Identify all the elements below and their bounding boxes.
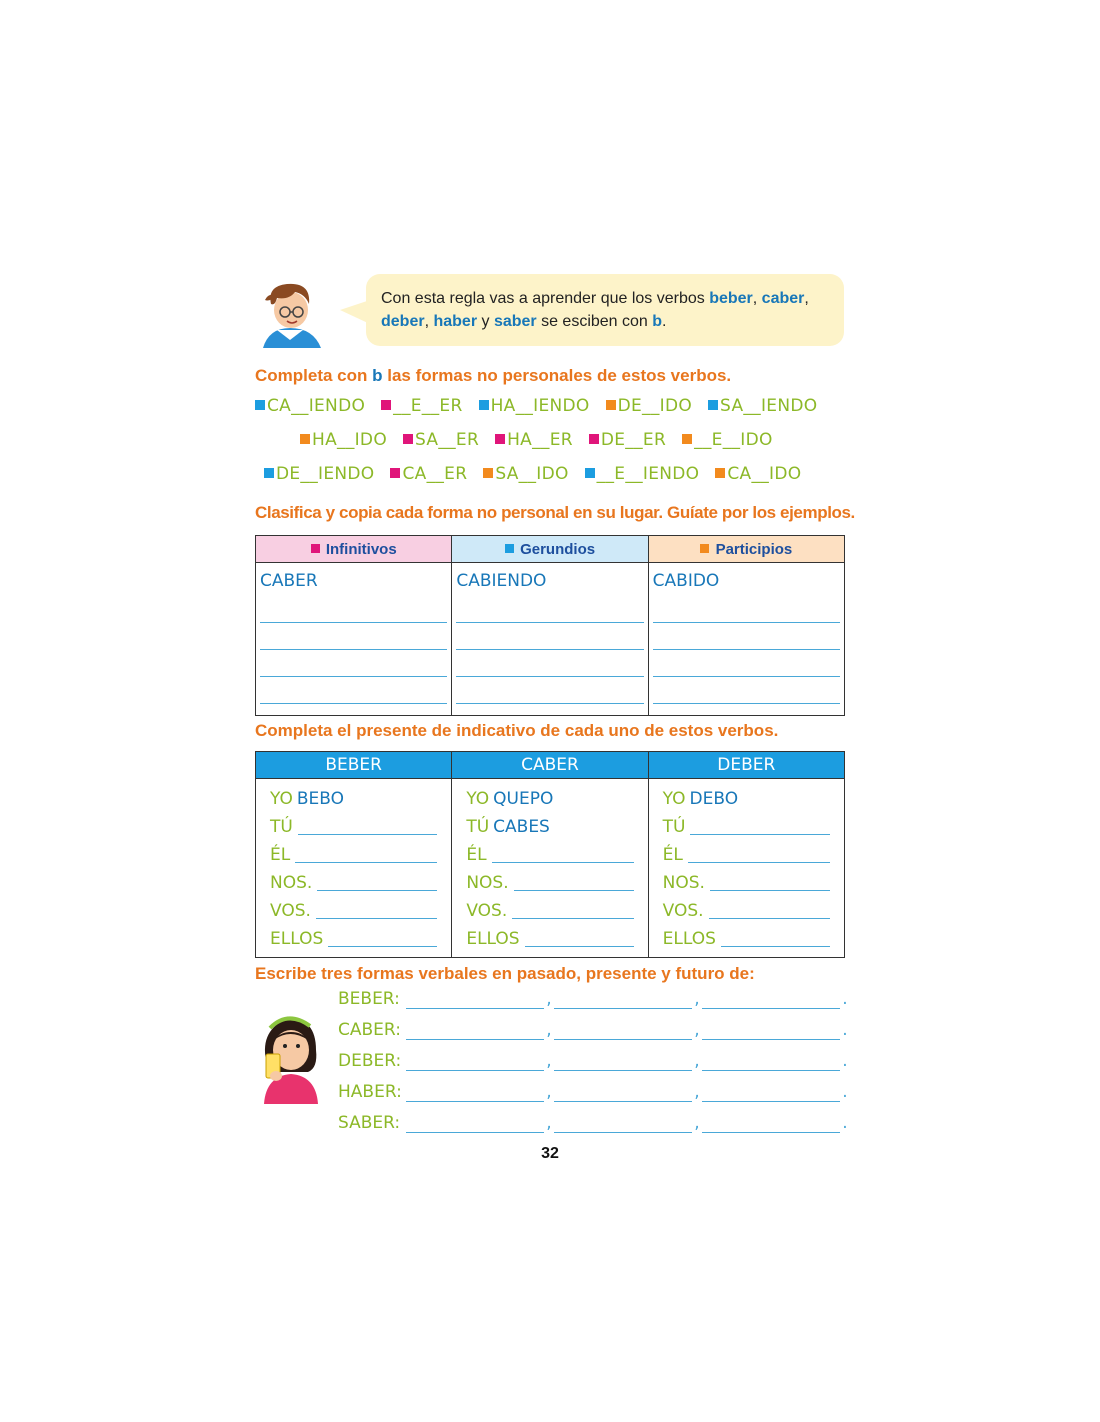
verb-tense-row: [338, 1019, 850, 1040]
answer-line[interactable]: [554, 988, 692, 1009]
answer-line[interactable]: [554, 1019, 692, 1040]
category-square-icon: [589, 434, 599, 444]
header-infinitivos: Infinitivos: [256, 536, 452, 563]
category-square-icon: [606, 400, 616, 410]
answer-line[interactable]: [456, 623, 643, 650]
comma: ,: [694, 1113, 700, 1133]
pronoun: YO: [466, 789, 490, 809]
conjugation-row[interactable]: [466, 925, 633, 953]
exercise1-instruction: Completa con b las formas no personales de estos verbos.: [255, 366, 732, 385]
pronoun: NOS.: [466, 873, 509, 893]
answer-line[interactable]: [554, 1050, 692, 1071]
conjugation-row[interactable]: [663, 841, 830, 869]
column-gerundios: [452, 563, 648, 716]
fill-in-word[interactable]: [708, 396, 817, 416]
verb-label: CABER:: [338, 1020, 401, 1040]
comma: ,: [546, 1020, 552, 1040]
pronoun: TÚ: [466, 817, 490, 837]
answer-line[interactable]: [653, 623, 840, 650]
fill-in-word[interactable]: [264, 464, 374, 484]
category-square-icon: [483, 468, 493, 478]
conjugation-column-deber: [648, 779, 844, 958]
fill-in-word[interactable]: [589, 430, 666, 450]
answer-line[interactable]: [260, 677, 447, 704]
fill-in-word[interactable]: [606, 396, 692, 416]
answer-line[interactable]: [298, 814, 438, 835]
category-square-icon: [585, 468, 595, 478]
answer-line[interactable]: [710, 870, 830, 891]
answer-line[interactable]: [295, 842, 437, 863]
verb-tense-row: [338, 988, 850, 1009]
answer-line[interactable]: [406, 988, 544, 1009]
conjugated-form: QUEPO: [493, 789, 554, 809]
word-stem: DE__IENDO: [276, 464, 375, 484]
word-stem: __E__ER: [393, 396, 463, 416]
answer-line[interactable]: [653, 677, 840, 704]
exercise1-row-2: [300, 430, 789, 450]
comma: ,: [694, 989, 700, 1009]
answer-line[interactable]: [525, 926, 634, 947]
comma: ,: [694, 1082, 700, 1102]
conjugation-row[interactable]: [466, 869, 633, 897]
word-stem: __E__IDO: [694, 430, 773, 450]
answer-line[interactable]: [702, 1081, 840, 1102]
pronoun: VOS.: [270, 901, 311, 921]
exercise3-instruction: Completa el presente de indicativo de cada uno de estos verbos.: [255, 721, 779, 740]
fill-in-word[interactable]: [255, 396, 365, 416]
conjugation-row[interactable]: [663, 897, 830, 925]
orange-square-icon: [700, 544, 709, 553]
category-square-icon: [682, 434, 692, 444]
fill-in-word[interactable]: [300, 430, 387, 450]
conjugation-row[interactable]: [270, 841, 437, 869]
header-deber: DEBER: [648, 752, 844, 779]
answer-line[interactable]: [260, 623, 447, 650]
answer-line[interactable]: [328, 926, 437, 947]
pink-square-icon: [311, 544, 320, 553]
answer-line[interactable]: [512, 898, 633, 919]
pronoun: ELLOS: [270, 929, 324, 949]
category-square-icon: [300, 434, 310, 444]
conjugation-column-beber: [256, 779, 452, 958]
conjugation-row[interactable]: [466, 841, 633, 869]
answer-line[interactable]: [653, 650, 840, 677]
period: .: [842, 1051, 848, 1071]
fill-in-word[interactable]: [682, 430, 773, 450]
column-infinitivos: [256, 563, 452, 716]
speech-bubble-tail: [340, 300, 370, 324]
category-square-icon: [381, 400, 391, 410]
conjugated-form: DEBO: [689, 789, 739, 809]
word-stem: HA__IDO: [312, 430, 387, 450]
header-beber: BEBER: [256, 752, 452, 779]
conjugation-row: [663, 785, 830, 813]
header-gerundios: Gerundios: [452, 536, 648, 563]
fill-in-word[interactable]: [381, 396, 462, 416]
answer-line[interactable]: [456, 677, 643, 704]
conjugation-column-caber: [452, 779, 648, 958]
fill-in-word[interactable]: [483, 464, 568, 484]
fill-in-word[interactable]: [495, 430, 573, 450]
period: .: [842, 1113, 848, 1133]
word-stem: SA__IENDO: [720, 396, 818, 416]
period: .: [842, 1082, 848, 1102]
conjugation-row[interactable]: [270, 813, 437, 841]
conjugation-row[interactable]: [270, 925, 437, 953]
answer-line[interactable]: [406, 1112, 544, 1133]
conjugation-row[interactable]: [663, 869, 830, 897]
fill-in-word[interactable]: [390, 464, 467, 484]
word-stem: DE__IDO: [617, 396, 693, 416]
word-stem: DE__ER: [600, 430, 667, 450]
answer-line[interactable]: [406, 1050, 544, 1071]
pronoun: VOS.: [662, 901, 704, 921]
fill-in-word[interactable]: [715, 464, 801, 484]
pronoun: ELLOS: [662, 929, 716, 949]
exercise1-row-3: [264, 464, 817, 484]
word-stem: CA__IDO: [727, 464, 802, 484]
category-square-icon: [403, 434, 413, 444]
conjugation-row: [466, 813, 633, 841]
comma: ,: [546, 1113, 552, 1133]
example-participio: CABIDO: [652, 571, 720, 591]
category-square-icon: [495, 434, 505, 444]
category-square-icon: [255, 400, 265, 410]
answer-line[interactable]: [316, 898, 437, 919]
answer-line[interactable]: [492, 842, 634, 863]
answer-line[interactable]: [317, 870, 437, 891]
conjugation-row[interactable]: [270, 897, 437, 925]
fill-in-word[interactable]: [479, 396, 590, 416]
answer-line[interactable]: [406, 1081, 544, 1102]
exercise4-instruction: Escribe tres formas verbales en pasado, presente y futuro de:: [255, 964, 755, 983]
conjugation-row[interactable]: [663, 925, 830, 953]
word-stem: __E__IENDO: [596, 464, 700, 484]
conjugated-form: CABES: [493, 817, 550, 837]
word-stem: CA__IENDO: [267, 396, 366, 416]
answer-line[interactable]: [456, 650, 643, 677]
answer-line[interactable]: [709, 898, 830, 919]
answer-line[interactable]: [702, 988, 840, 1009]
category-square-icon: [708, 400, 718, 410]
exercise1-row-1: [255, 396, 833, 416]
comma: ,: [546, 989, 552, 1009]
answer-line[interactable]: [456, 596, 643, 623]
fill-in-word[interactable]: [403, 430, 479, 450]
comma: ,: [694, 1020, 700, 1040]
answer-line[interactable]: [406, 1019, 544, 1040]
conjugation-row: [466, 785, 633, 813]
pronoun: ÉL: [270, 845, 291, 865]
classification-table: [255, 535, 845, 716]
blue-square-icon: [505, 544, 514, 553]
answer-line[interactable]: [554, 1081, 692, 1102]
example-gerundio: CABIENDO: [456, 571, 547, 591]
answer-line[interactable]: [260, 650, 447, 677]
verb-tense-row: [338, 1050, 850, 1071]
answer-line[interactable]: [260, 596, 447, 623]
intro-text: Con esta regla vas a aprender que los verbos beber, caber, deber, haber y saber se esciben con b.: [381, 290, 809, 330]
word-stem: SA__IDO: [495, 464, 569, 484]
pronoun: ÉL: [466, 845, 487, 865]
comma: ,: [546, 1082, 552, 1102]
category-square-icon: [715, 468, 725, 478]
verb-label: DEBER:: [338, 1051, 402, 1071]
girl-drinking-illustration: [258, 1010, 322, 1104]
conjugation-row[interactable]: [270, 869, 437, 897]
pronoun: NOS.: [270, 873, 313, 893]
pronoun: VOS.: [466, 901, 508, 921]
boy-illustration: [255, 278, 325, 350]
fill-in-word[interactable]: [585, 464, 700, 484]
verb-label: HABER:: [338, 1082, 402, 1102]
page-number: 32: [541, 1145, 559, 1162]
verb-tense-row: [338, 1081, 850, 1102]
example-infinitivo: CABER: [260, 571, 318, 591]
pronoun: ELLOS: [466, 929, 520, 949]
column-participios: [648, 563, 844, 716]
conjugation-row: [270, 785, 437, 813]
header-participios: Participios: [648, 536, 844, 563]
conjugation-row[interactable]: [663, 813, 830, 841]
conjugated-form: BEBO: [296, 789, 344, 809]
answer-line[interactable]: [514, 870, 634, 891]
pronoun: NOS.: [662, 873, 705, 893]
header-caber: CABER: [452, 752, 648, 779]
word-stem: HA__IENDO: [490, 396, 590, 416]
answer-line[interactable]: [702, 1019, 840, 1040]
answer-line[interactable]: [702, 1112, 840, 1133]
answer-line[interactable]: [702, 1050, 840, 1071]
verb-tense-row: [338, 1112, 850, 1133]
word-stem: CA__ER: [402, 464, 468, 484]
category-square-icon: [479, 400, 489, 410]
word-stem: HA__ER: [507, 430, 573, 450]
answer-line[interactable]: [690, 814, 830, 835]
exercise2-instruction: Clasifica y copia cada forma no personal en su lugar. Guíate por los ejemplos.: [255, 503, 855, 522]
answer-line[interactable]: [688, 842, 830, 863]
category-square-icon: [264, 468, 274, 478]
word-stem: SA__ER: [415, 430, 480, 450]
verb-label: BEBER:: [338, 989, 400, 1009]
period: .: [842, 1020, 848, 1040]
pronoun: TÚ: [270, 817, 293, 837]
answer-line[interactable]: [554, 1112, 692, 1133]
comma: ,: [694, 1051, 700, 1071]
pronoun: YO: [270, 789, 293, 809]
comma: ,: [546, 1051, 552, 1071]
pronoun: ÉL: [662, 845, 683, 865]
conjugation-table: [255, 751, 845, 958]
period: .: [842, 989, 848, 1009]
pronoun: YO: [662, 789, 686, 809]
conjugation-row[interactable]: [466, 897, 633, 925]
answer-line[interactable]: [653, 596, 840, 623]
pronoun: TÚ: [662, 817, 686, 837]
category-square-icon: [390, 468, 400, 478]
verb-label: SABER:: [338, 1113, 401, 1133]
answer-line[interactable]: [721, 926, 830, 947]
